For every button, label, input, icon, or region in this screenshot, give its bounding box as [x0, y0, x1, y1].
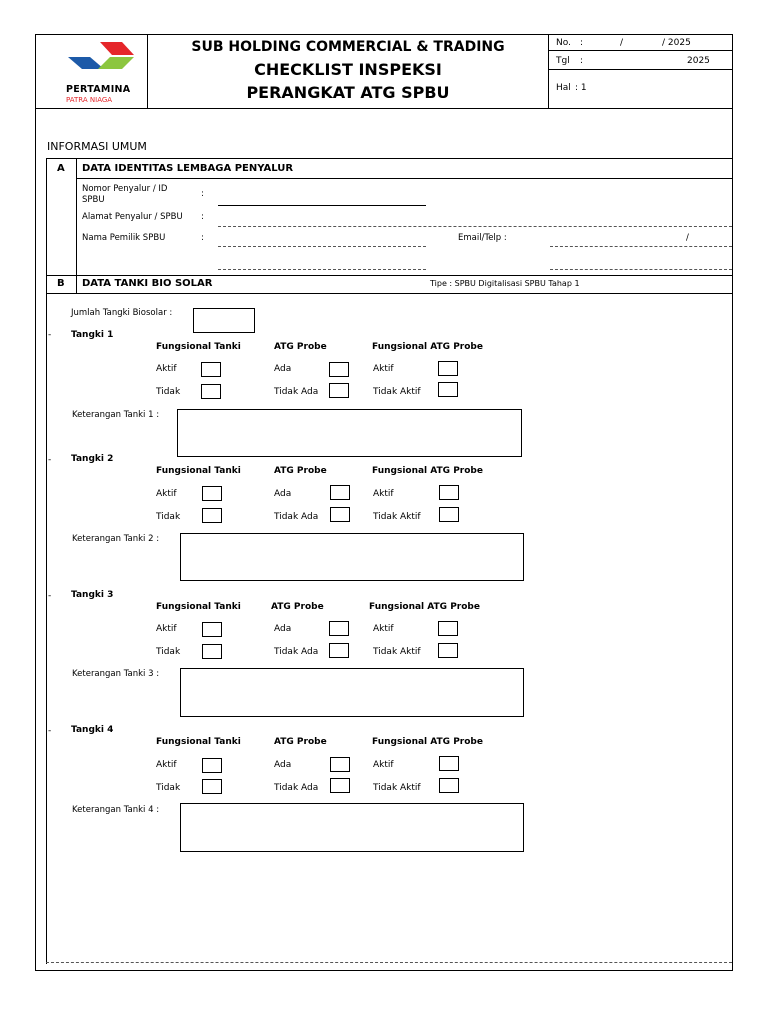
doc-title-1: CHECKLIST INSPEKSI: [254, 60, 442, 79]
section-b-title-line: [46, 293, 732, 294]
tangki-2-ket-label: Keterangan Tanki 2 :: [72, 534, 160, 544]
tangki-1-tidak-aktif-label: Tidak Aktif: [373, 387, 421, 397]
hal-label: Hal: [556, 83, 571, 93]
tangki-2-tidak-aktif-checkbox[interactable]: [439, 507, 459, 522]
tangki-1-name: Tangki 1: [71, 330, 114, 340]
nama-extra-line[interactable]: [218, 269, 426, 270]
tangki-2-name: Tangki 2: [71, 454, 114, 464]
tangki-4-name: Tangki 4: [71, 725, 114, 735]
section-a-title-line: [76, 178, 732, 179]
doc-title-2: PERANGKAT ATG SPBU: [246, 83, 450, 102]
tangki-1-tidak-checkbox[interactable]: [201, 384, 221, 399]
tangki-1-tidak-label: Tidak: [156, 387, 181, 397]
tangki-4-ket-box[interactable]: [180, 803, 524, 852]
tangki-1-probe-aktif-label: Aktif: [373, 364, 394, 374]
tangki-4-ada-label: Ada: [274, 760, 292, 770]
tangki-4-aktif-label: Aktif: [156, 760, 177, 770]
tgl-colon: :: [580, 56, 584, 66]
tangki-1-tidak-ada-checkbox[interactable]: [329, 383, 349, 398]
tangki-3-ada-label: Ada: [274, 624, 292, 634]
tangki-3-col-atg: ATG Probe: [271, 602, 324, 612]
tangki-3-ket-box[interactable]: [180, 668, 524, 717]
nomor-label-1: Nomor Penyalur / ID: [82, 184, 168, 194]
tangki-3-tidak-checkbox[interactable]: [202, 644, 222, 659]
tangki-1-probe-aktif-checkbox[interactable]: [438, 361, 458, 376]
tangki-1-col-fungsional-atg: Fungsional ATG Probe: [372, 342, 483, 352]
tangki-1-col-atg: ATG Probe: [274, 342, 327, 352]
tangki-3-ket-label: Keterangan Tanki 3 :: [72, 669, 160, 679]
alamat-label: Alamat Penyalur / SPBU: [82, 212, 183, 222]
tangki-2-tidak-ada-label: Tidak Ada: [274, 512, 319, 522]
email-label: Email/Telp :: [458, 233, 507, 243]
tangki-1-tidak-aktif-checkbox[interactable]: [438, 382, 458, 397]
tangki-1-ket-label: Keterangan Tanki 1 :: [72, 410, 160, 420]
email-field-line[interactable]: [550, 246, 732, 247]
tgl-year: 2025: [687, 56, 710, 66]
tangki-2-tidak-aktif-label: Tidak Aktif: [373, 512, 421, 522]
nomor-field-line[interactable]: [218, 205, 426, 206]
tangki-2-aktif-label: Aktif: [156, 489, 177, 499]
tangki-2-probe-aktif-checkbox[interactable]: [439, 485, 459, 500]
tangki-3-name: Tangki 3: [71, 590, 114, 600]
no-underline: [548, 50, 733, 51]
section-b-top-line: [46, 275, 732, 276]
jumlah-tangki-label: Jumlah Tangki Biosolar :: [71, 308, 173, 318]
nama-field-line[interactable]: [218, 246, 426, 247]
tangki-1-tidak-ada-label: Tidak Ada: [274, 387, 319, 397]
section-b-letter: B: [57, 278, 65, 289]
tangki-2-col-atg: ATG Probe: [274, 466, 327, 476]
tangki-4-ada-checkbox[interactable]: [330, 757, 350, 772]
tangki-4-probe-aktif-label: Aktif: [373, 760, 394, 770]
jumlah-tangki-box[interactable]: [193, 308, 255, 333]
tangki-4-tidak-aktif-checkbox[interactable]: [439, 778, 459, 793]
tgl-underline: [548, 69, 733, 70]
tangki-1-ket-box[interactable]: [177, 409, 522, 457]
section-a-letter: A: [57, 163, 65, 174]
tangki-1-ada-checkbox[interactable]: [329, 362, 349, 377]
no-slash: /: [620, 38, 624, 48]
inner-left-line: [46, 158, 47, 964]
nama-colon: :: [201, 233, 204, 243]
logo-subname: PATRA NIAGA: [66, 96, 113, 104]
tangki-3-tidak-aktif-checkbox[interactable]: [438, 643, 458, 658]
inner-right-line: [732, 158, 733, 964]
email-extra-line[interactable]: [550, 269, 732, 270]
email-slash: /: [686, 233, 689, 243]
tangki-2-ada-checkbox[interactable]: [330, 485, 350, 500]
tangki-3-bullet: -: [48, 591, 52, 601]
nama-label: Nama Pemilik SPBU: [82, 233, 166, 243]
tangki-2-aktif-checkbox[interactable]: [202, 486, 222, 501]
tangki-2-probe-aktif-label: Aktif: [373, 489, 394, 499]
tangki-3-probe-aktif-checkbox[interactable]: [438, 621, 458, 636]
logo-name: PERTAMINA: [66, 84, 131, 95]
alamat-colon: :: [201, 212, 204, 222]
tangki-3-probe-aktif-label: Aktif: [373, 624, 394, 634]
tangki-3-tidak-ada-label: Tidak Ada: [274, 647, 319, 657]
tangki-3-tidak-label: Tidak: [156, 647, 181, 657]
section-b-title: DATA TANKI BIO SOLAR: [82, 278, 213, 289]
alamat-field-line[interactable]: [218, 226, 732, 227]
no-colon: :: [580, 38, 584, 48]
tangki-4-tidak-checkbox[interactable]: [202, 779, 222, 794]
hal-value: : 1: [575, 83, 587, 93]
tangki-2-tidak-label: Tidak: [156, 512, 181, 522]
tangki-4-tidak-ada-checkbox[interactable]: [330, 778, 350, 793]
nomor-colon: :: [201, 189, 204, 199]
section-b-tipe: Tipe : SPBU Digitalisasi SPBU Tahap 1: [430, 279, 580, 288]
tangki-3-ada-checkbox[interactable]: [329, 621, 349, 636]
tangki-2-ada-label: Ada: [274, 489, 292, 499]
section-a-top-line: [46, 158, 732, 159]
tangki-2-ket-box[interactable]: [180, 533, 524, 581]
no-year: / 2025: [662, 38, 691, 48]
info-umum-heading: INFORMASI UMUM: [47, 140, 147, 153]
inner-bottom-dash: [46, 962, 732, 963]
tangki-2-tidak-ada-checkbox[interactable]: [330, 507, 350, 522]
tangki-3-col-fungsional: Fungsional Tanki: [156, 602, 241, 612]
tangki-4-tidak-label: Tidak: [156, 783, 181, 793]
tangki-2-tidak-checkbox[interactable]: [202, 508, 222, 523]
tangki-3-tidak-aktif-label: Tidak Aktif: [373, 647, 421, 657]
tangki-4-col-fungsional-atg: Fungsional ATG Probe: [372, 737, 483, 747]
tangki-3-tidak-ada-checkbox[interactable]: [329, 643, 349, 658]
tangki-1-bullet: -: [48, 330, 52, 340]
tangki-1-col-fungsional: Fungsional Tanki: [156, 342, 241, 352]
tangki-4-tidak-aktif-label: Tidak Aktif: [373, 783, 421, 793]
company-title: SUB HOLDING COMMERCIAL & TRADING: [191, 39, 505, 55]
nomor-label-2: SPBU: [82, 195, 105, 205]
tangki-3-col-fungsional-atg: Fungsional ATG Probe: [369, 602, 480, 612]
pertamina-logo-mark: [64, 41, 136, 81]
tangki-3-aktif-checkbox[interactable]: [202, 622, 222, 637]
header-divider-right: [548, 34, 549, 108]
tangki-1-aktif-checkbox[interactable]: [201, 362, 221, 377]
tangki-2-bullet: -: [48, 455, 52, 465]
tangki-4-tidak-ada-label: Tidak Ada: [274, 783, 319, 793]
tangki-4-col-atg: ATG Probe: [274, 737, 327, 747]
section-a-title: DATA IDENTITAS LEMBAGA PENYALUR: [82, 163, 294, 174]
no-label: No.: [556, 38, 571, 48]
tangki-4-aktif-checkbox[interactable]: [202, 758, 222, 773]
tangki-1-ada-label: Ada: [274, 364, 292, 374]
tangki-3-aktif-label: Aktif: [156, 624, 177, 634]
tangki-4-col-fungsional: Fungsional Tanki: [156, 737, 241, 747]
tgl-label: Tgl: [556, 56, 570, 66]
tangki-4-ket-label: Keterangan Tanki 4 :: [72, 805, 160, 815]
tangki-2-col-fungsional: Fungsional Tanki: [156, 466, 241, 476]
tangki-1-aktif-label: Aktif: [156, 364, 177, 374]
header-bottom-line: [35, 108, 733, 109]
pertamina-logo: [64, 41, 136, 81]
tangki-2-col-fungsional-atg: Fungsional ATG Probe: [372, 466, 483, 476]
tangki-4-probe-aktif-checkbox[interactable]: [439, 756, 459, 771]
tangki-4-bullet: -: [48, 726, 52, 736]
